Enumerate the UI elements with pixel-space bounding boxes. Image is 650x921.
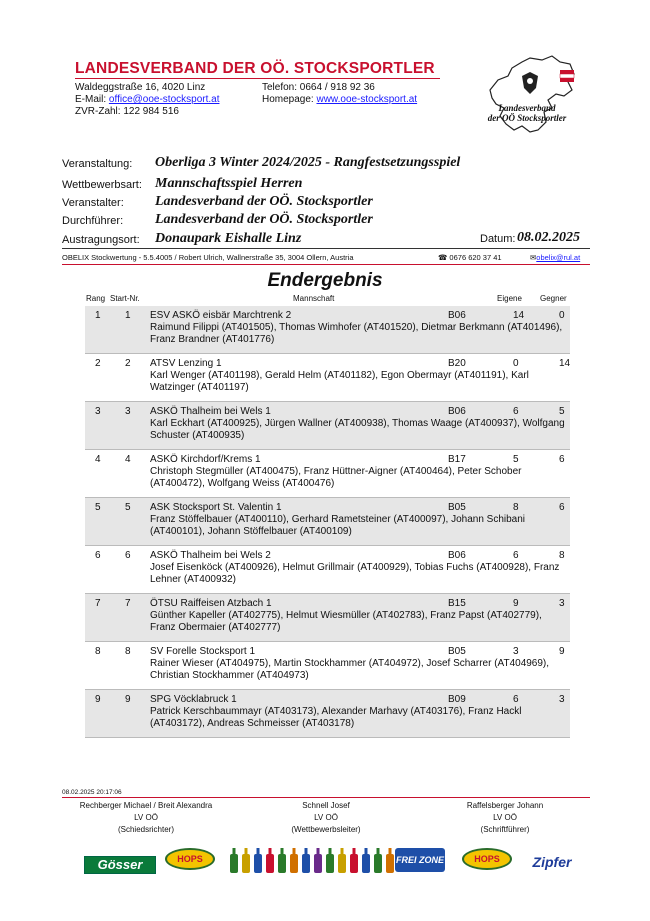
table-row: [85, 498, 570, 546]
org-title: LANDESVERBAND DER OÖ. STOCKSPORTLER: [75, 60, 435, 77]
opp-points-cell: 6: [559, 502, 565, 513]
table-row: [85, 402, 570, 450]
signature-role: (Schriftführer): [480, 825, 530, 834]
rank-cell: 3: [95, 406, 101, 417]
opp-points-cell: 0: [559, 310, 565, 321]
bottle-neck-shape: [233, 848, 236, 855]
signature-name: Rechberger Michael / Breit Alexandra: [79, 801, 213, 810]
event-value-wettbewerbsart: Mannschaftsspiel Herren: [155, 176, 303, 191]
opp-points-cell: 6: [559, 454, 565, 465]
bottle-neck-shape: [245, 848, 248, 855]
own-points-cell: 3: [513, 646, 519, 657]
start-number-cell: 4: [125, 454, 131, 465]
lane-cell: B06: [448, 550, 466, 561]
rank-cell: 4: [95, 454, 101, 465]
software-phone: ☎ 0676 620 37 41: [438, 253, 502, 262]
bottle-shape: [350, 854, 358, 873]
bottle-shape: [338, 854, 346, 873]
rank-cell: 2: [95, 358, 101, 369]
players-cell: Patrick Kerschbaummayr (AT403173), Alexander Marhavy (AT403176), Franz Hackl (AT403172), Andreas Schmeisser (AT403178): [150, 706, 522, 729]
signature-org: LV OÖ: [134, 813, 158, 822]
lane-cell: B05: [448, 502, 466, 513]
rank-cell: 9: [95, 694, 101, 705]
mail-icon: ✉: [530, 253, 537, 262]
table-row: [85, 642, 570, 690]
lane-cell: B15: [448, 598, 466, 609]
date-value: 08.02.2025: [517, 230, 580, 245]
bottle-neck-shape: [377, 848, 380, 855]
players-cell: Christoph Stegmüller (AT400475), Franz Hüttner-Aigner (AT400464), Peter Schober (AT400472), Wolfgang Weiss (AT400476): [150, 466, 522, 489]
start-number-cell: 7: [125, 598, 131, 609]
opp-points-cell: 3: [559, 598, 565, 609]
players-cell: Rainer Wieser (AT404975), Martin Stockhammer (AT404972), Josef Scharrer (AT404969), Christian Stockhammer (AT404973): [150, 658, 550, 681]
opp-points-cell: 14: [559, 358, 571, 369]
bottle-shape: [242, 854, 250, 873]
signature-name: Schnell Josef: [302, 801, 350, 810]
bottle-shape: [266, 854, 274, 873]
bottle-neck-shape: [329, 848, 332, 855]
start-number-cell: 1: [125, 310, 131, 321]
players-cell: Günther Kapeller (AT402775), Helmut Wiesmüller (AT402783), Franz Papst (AT402779), Franz Obermaier (AT402777): [150, 610, 542, 633]
lane-cell: B17: [448, 454, 466, 465]
title-underline: [75, 78, 440, 79]
bottle-neck-shape: [389, 848, 392, 855]
table-row: [85, 354, 570, 402]
email-label: E-Mail:: [75, 94, 107, 105]
signature-name: Raffelsberger Johann: [466, 801, 544, 810]
bottle-shape: [290, 854, 298, 873]
own-points-cell: 6: [513, 550, 519, 561]
table-row: [85, 546, 570, 594]
table-row: [85, 690, 570, 738]
own-points-cell: 0: [513, 358, 519, 369]
event-value-austragungsort: Donaupark Eishalle Linz: [155, 231, 302, 246]
software-info: OBELIX Stockwertung - 5.5.4005 / Robert Ulrich, Wallnerstraße 35, 3004 Ollern, Austria: [62, 253, 354, 262]
rank-cell: 1: [95, 310, 101, 321]
col-head-team: Mannschaft: [293, 294, 335, 303]
bottle-shape: [362, 854, 370, 873]
event-value-veranstalter: Landesverband der OÖ. Stocksportler: [155, 194, 373, 209]
start-number-cell: 9: [125, 694, 131, 705]
opp-points-cell: 9: [559, 646, 565, 657]
col-head-start: Start-Nr.: [110, 294, 140, 303]
col-head-opp: Gegner: [540, 294, 567, 303]
col-head-rank: Rang: [86, 294, 106, 303]
software-email-link[interactable]: obelix@rul.at: [536, 253, 581, 262]
team-name-cell: ASKÖ Thalheim bei Wels 1: [150, 406, 271, 417]
lane-cell: B06: [448, 310, 466, 321]
team-name-cell: SV Forelle Stocksport 1: [150, 646, 256, 657]
signature-org: LV OÖ: [493, 813, 517, 822]
players-cell: Karl Eckhart (AT400925), Jürgen Wallner (AT400938), Thomas Waage (AT400937), Wolfgang Schuster (AT400935): [150, 418, 565, 441]
freizone-logo: FREI ZONE: [395, 848, 445, 872]
own-points-cell: 5: [513, 454, 519, 465]
start-number-cell: 6: [125, 550, 131, 561]
bottle-neck-shape: [341, 848, 344, 855]
event-label-veranstaltung: Veranstaltung:: [62, 158, 133, 170]
team-name-cell: ASKÖ Thalheim bei Wels 2: [150, 550, 271, 561]
lane-cell: B09: [448, 694, 466, 705]
players-cell: Josef Eisenköck (AT400926), Helmut Grillmair (AT400929), Tobias Fuchs (AT400928), Franz Lehner (AT400932): [150, 562, 560, 585]
event-label-wettbewerbsart: Wettbewerbsart:: [62, 179, 142, 191]
bottle-shape: [230, 854, 238, 873]
org-homepage-line: [262, 94, 417, 105]
table-row: [85, 450, 570, 498]
results-title: Endergebnis: [267, 270, 383, 291]
signature-block-secretary: [415, 800, 595, 836]
players-cell: Franz Stöffelbauer (AT400110), Gerhard Rametsteiner (AT400097), Johann Schibani (AT400101), Johann Stöffelbauer (AT400109): [150, 514, 526, 537]
logo-caption-line1: Landesverband: [498, 103, 556, 113]
table-row: [85, 306, 570, 354]
bottle-neck-shape: [305, 848, 308, 855]
lane-cell: B20: [448, 358, 466, 369]
lane-cell: B06: [448, 406, 466, 417]
event-value-durchfuehrer: Landesverband der OÖ. Stocksportler: [155, 212, 373, 227]
homepage-link[interactable]: www.ooe-stocksport.at: [316, 94, 418, 105]
own-points-cell: 9: [513, 598, 519, 609]
table-row: [85, 594, 570, 642]
bottle-neck-shape: [269, 848, 272, 855]
info-bottom-rule: [62, 264, 590, 265]
org-address: Waldeggstraße 16, 4020 Linz: [75, 82, 206, 93]
event-label-veranstalter: Veranstalter:: [62, 197, 124, 209]
signature-role: (Schiedsrichter): [117, 825, 174, 834]
rank-cell: 6: [95, 550, 101, 561]
rank-cell: 5: [95, 502, 101, 513]
drink-bottles-image: [226, 846, 416, 874]
own-points-cell: 14: [513, 310, 525, 321]
rank-cell: 7: [95, 598, 101, 609]
bottle-shape: [386, 854, 394, 873]
team-name-cell: ASKÖ Kirchdorf/Krems 1: [150, 454, 261, 465]
gosser-logo: Gösser: [84, 856, 156, 874]
bottle-shape: [302, 854, 310, 873]
email-link[interactable]: office@ooe-stocksport.at: [108, 94, 220, 105]
bottle-neck-shape: [365, 848, 368, 855]
logo-caption-line2: der OÖ Stocksportler: [487, 113, 567, 123]
own-points-cell: 6: [513, 406, 519, 417]
lane-cell: B05: [448, 646, 466, 657]
bottle-neck-shape: [281, 848, 284, 855]
team-name-cell: ATSV Lenzing 1: [150, 358, 222, 369]
signature-role: (Wettbewerbsleiter): [291, 825, 361, 834]
signature-block-competition-lead: [236, 800, 416, 836]
start-number-cell: 5: [125, 502, 131, 513]
bottle-neck-shape: [353, 848, 356, 855]
signature-org: LV OÖ: [314, 813, 338, 822]
team-name-cell: ESV ASKÖ eisbär Marchtrenk 2: [150, 310, 292, 321]
zipfer-logo: Zipfer: [532, 854, 572, 870]
opp-points-cell: 8: [559, 550, 565, 561]
row-divider: [85, 737, 570, 738]
rank-cell: 8: [95, 646, 101, 657]
players-cell: Raimund Filippi (AT401505), Thomas Wimhofer (AT401520), Dietmar Berkmann (AT401496), Franz Brandner (AT401776): [150, 322, 563, 345]
hops-logo-left: HOPS: [165, 848, 215, 870]
event-value-veranstaltung: Oberliga 3 Winter 2024/2025 - Rangfestsetzungsspiel: [155, 155, 461, 170]
info-divider: [62, 248, 590, 249]
bottle-shape: [254, 854, 262, 873]
signature-block-referee: [56, 800, 236, 836]
opp-points-cell: 5: [559, 406, 565, 417]
software-email: [530, 253, 580, 262]
bottle-neck-shape: [317, 848, 320, 855]
start-number-cell: 3: [125, 406, 131, 417]
upper-austria-map-logo: [460, 50, 590, 145]
start-number-cell: 2: [125, 358, 131, 369]
org-phone: Telefon: 0664 / 918 92 36: [262, 82, 375, 93]
own-points-cell: 6: [513, 694, 519, 705]
bottle-shape: [374, 854, 382, 873]
logo-caption: [462, 103, 592, 123]
homepage-label: Homepage:: [262, 94, 314, 105]
team-name-cell: ÖTSU Raiffeisen Atzbach 1: [150, 598, 272, 609]
bottle-shape: [314, 854, 322, 873]
footer-rule: [62, 797, 590, 798]
date-label: Datum:: [480, 233, 516, 245]
bottle-shape: [278, 854, 286, 873]
org-email-line: [75, 94, 219, 105]
bottle-neck-shape: [293, 848, 296, 855]
start-number-cell: 8: [125, 646, 131, 657]
print-timestamp: 08.02.2025 20:17:06: [62, 789, 122, 796]
players-cell: Karl Wenger (AT401198), Gerald Helm (AT401182), Egon Obermayr (AT401191), Karl Watzinger (AT401197): [150, 370, 529, 393]
bottle-shape: [326, 854, 334, 873]
event-label-durchfuehrer: Durchführer:: [62, 215, 124, 227]
team-name-cell: SPG Vöcklabruck 1: [150, 694, 237, 705]
col-head-own: Eigene: [497, 294, 522, 303]
team-name-cell: ASK Stocksport St. Valentin 1: [150, 502, 282, 513]
bottle-neck-shape: [257, 848, 260, 855]
hops-logo-right: HOPS: [462, 848, 512, 870]
org-zvr: ZVR-Zahl: 122 984 516: [75, 106, 179, 117]
own-points-cell: 8: [513, 502, 519, 513]
opp-points-cell: 3: [559, 694, 565, 705]
event-label-austragungsort: Austragungsort:: [62, 234, 140, 246]
